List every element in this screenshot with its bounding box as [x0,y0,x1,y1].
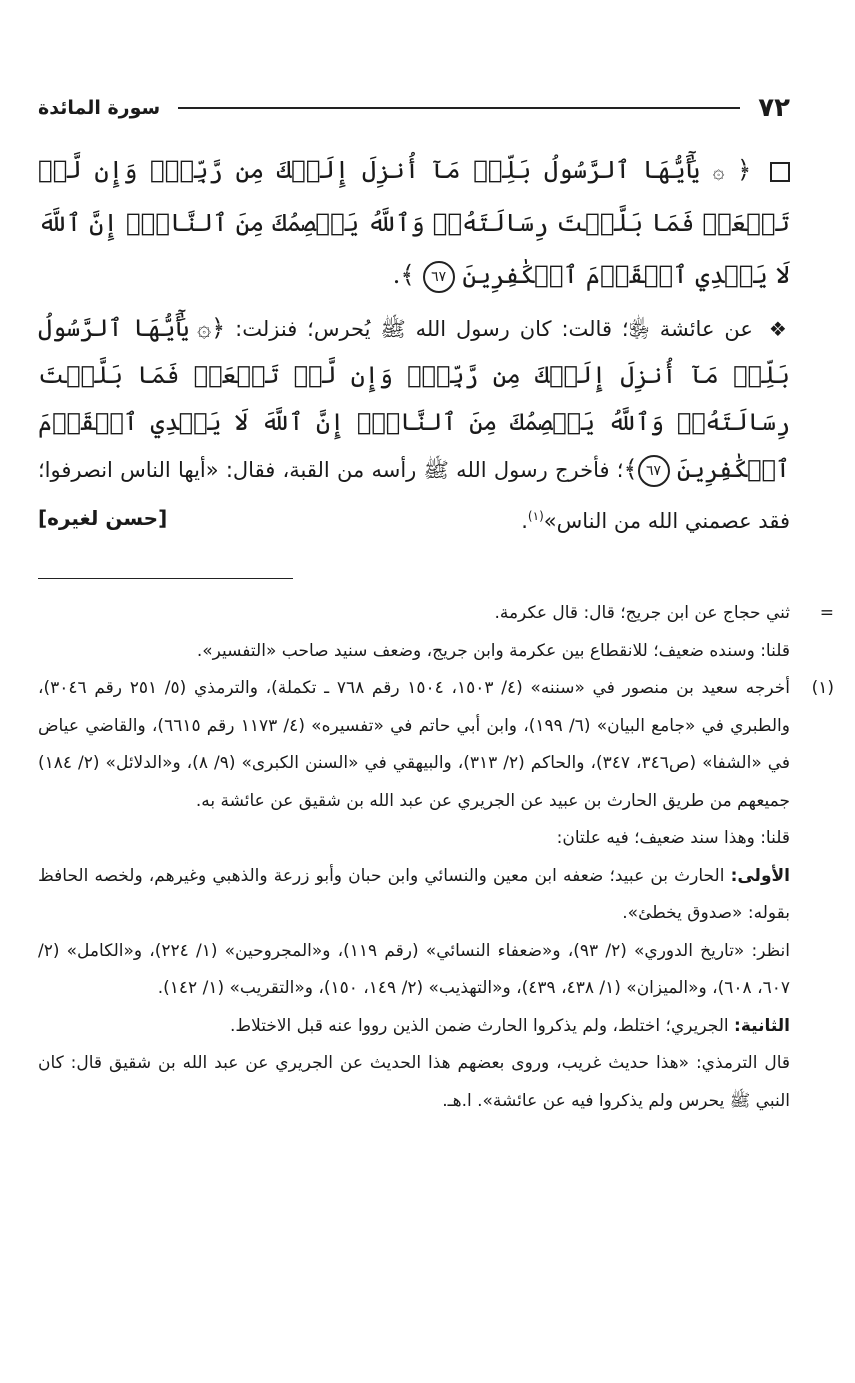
footnote-paragraph [38,1008,790,1046]
footnote-text: قلنا: وسنده ضعيف؛ للانقطاع بين عكرمة وابن جريج، وضعف سنيد صاحب «التفسير». [196,640,790,661]
page-number: ٧٢ [758,93,790,123]
footnote-lead: الثانية: [734,1015,790,1036]
verse-open-bracket: ﴿ [737,155,752,184]
footnote-paragraph [38,633,790,671]
footnote-separator [38,578,293,579]
footnote-text: ثني حجاج عن ابن جريج؛ قال: قال عكرمة. [494,603,790,623]
footnote-paragraph [38,858,790,933]
verse-number-badge: ٦٧ [423,261,455,293]
page-content [38,88,834,1120]
hadith-grade: [حسن لغيره] [38,506,168,530]
footnote-paragraph [38,820,790,858]
verse-number-badge: ٦٧ [638,455,670,487]
footnote-text: قلنا: وهذا سند ضعيف؛ فيه علتان: [556,828,790,848]
hadith-end: . [521,509,528,533]
checkbox-icon [770,162,790,182]
footnote-text: أخرجه سعيد بن منصور في «سننه» (٤/ ١٥٠٣، ١٥٠٤ رقم ٧٦٨ ـ تكملة)، والترمذي (٥/ ٢٥١ رقم ٣٠٤٦)، والطبري في «جامع البيان» (٦/ ١٩٩)، وابن أبي حاتم في «تفسيره» (٤/ ١١٧٣ رقم ٦٦١٥)، والقاضي عياض في «الشفا» (ص٣٤٦، ٣٤٧)، والحاكم (٢/ ٣١٣)، والبيهقي في «السنن الكبرى» (٩/ ٨)، و«الدلائل» (٢/ ١٨٤) جميعهم من طريق الحارث بن عبيد عن الجريري عن عبد الله بن شقيق عن عائشة به. [38,678,791,811]
verse-close-bracket: ﴾. [392,260,415,289]
hadith-intro: عن عائشة ﵂؛ قالت: كان رسول الله ﷺ يُحرس؛ فنزلت: [235,317,753,341]
verse-text: يَٰٓأَيُّهَا ٱلرَّسُولُ بَلِّغۡ مَآ أُنزِلَ إِلَيۡكَ مِن رَّبِّكَۖ وَإِن لَّمۡ تَفۡعَلۡ فَمَا بَلَّغۡتَ رِسَالَتَهُۥۚ وَٱللَّهُ يَعۡصِمُكَ مِنَ ٱلنَّاسِۗ إِنَّ ٱللَّهَ لَا يَهۡدِي ٱلۡقَوۡمَ ٱلۡكَٰفِرِينَ [38,155,790,289]
footnotes [38,595,834,1120]
footnote-text: انظر: «تاريخ الدوري» (٢/ ٩٣)، و«ضعفاء النسائي» (رقم ١١٩)، و«المجروحين» (١/ ٢٢٤)، و«الكامل» (٢/ ٦٠٧، ٦٠٨)، و«الميزان» (١/ ٤٣٨، ٤٣٩)، و«التهذيب» (٢/ ١٤٩، ١٥٠)، و«التقريب» (١/ ١٤٢). [38,940,790,998]
header-rule [178,107,740,109]
continuation-marker: = [819,603,834,623]
quran-verse [38,144,790,301]
footnote-1 [38,670,834,820]
footnote-text: الجريري؛ اختلط، ولم يذكروا الحارث ضمن الذين رووا عنه قبل الاختلاط. [229,1015,735,1036]
footnote-lead: الأولى: [730,865,790,886]
hadith-paragraph [38,305,790,544]
hizb-ornament-icon: ۞ [712,159,725,183]
diamond-bullet-icon: ❖ [768,317,790,341]
footnote-paragraph [38,1045,790,1120]
footnote-continuation [38,595,834,633]
footnote-text: الحارث بن عبيد؛ ضعفه ابن معين والنسائي وابن حبان وأبو زرعة والذهبي وغيرهم، ولخصه الحافظ بقوله: «صدوق يخطئ». [38,865,790,923]
footnote-ref: (١) [527,509,544,523]
footnote-text: قال الترمذي: «هذا حديث غريب، وروى بعضهم هذا الحديث عن الجريري عن عبد الله بن شقيق قال: كان النبي ﷺ يحرس ولم يذكروا فيه عن عائشة». ا.هـ. [38,1053,790,1111]
quote-close-bracket: ﴾ [623,455,638,483]
footnote-paragraph [38,933,790,1008]
surah-title: سورة المائدة [38,97,161,119]
footnote-number: (١) [811,678,834,698]
hadith-quran-quote: ﴿۞ يَٰٓأَيُّهَا ٱلرَّسُولُ بَلِّغۡ مَآ أُنزِلَ إِلَيۡكَ مِن رَّبِّكَۖ وَإِن لَّمۡ تَفۡعَلۡ فَمَا بَلَّغۡتَ رِسَالَتَهُۥۚ وَٱللَّهُ يَعۡصِمُكَ مِنَ ٱلنَّاسِۗ إِنَّ ٱللَّهَ لَا يَهۡدِي ٱلۡقَوۡمَ ٱلۡكَٰفِرِينَ [38,314,790,483]
hadith-rest: ؛ فأخرج رسول الله ﷺ رأسه من القبة، فقال: «أيها الناس انصرفوا؛ فقد عصمني الله من الناس» [38,458,790,533]
page-header [38,88,790,128]
